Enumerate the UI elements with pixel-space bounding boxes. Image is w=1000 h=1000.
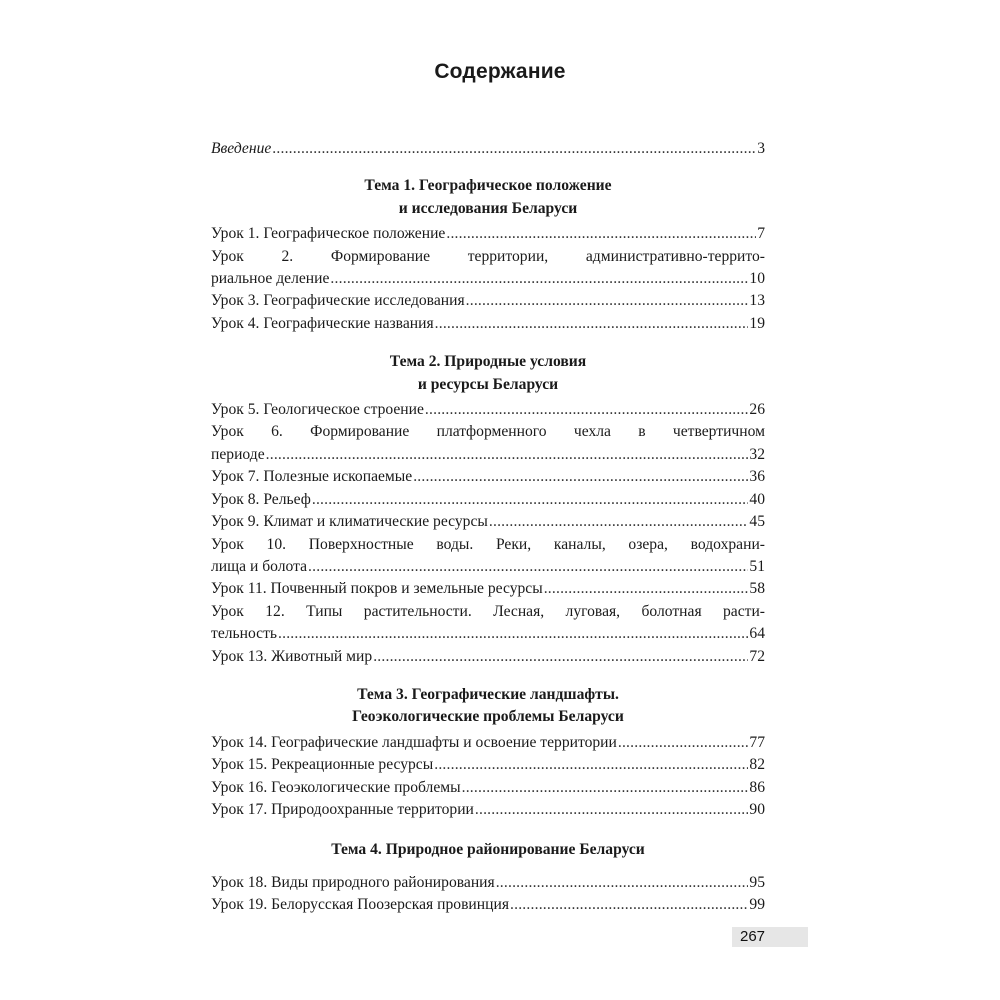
toc-entry-lesson-13[interactable] <box>211 646 765 668</box>
toc-entry-page: 58 <box>749 580 765 598</box>
toc-entry-label-line-1: Урок 2. Формирование территории, административно-террито- <box>211 247 765 265</box>
section-heading-line: Геоэкологические проблемы Беларуси <box>352 708 624 726</box>
toc-entry-page: 64 <box>749 625 765 643</box>
toc-entry-page: 40 <box>749 490 765 508</box>
toc-entry-page: 72 <box>749 647 765 665</box>
toc-entry-lesson-4[interactable] <box>211 313 765 335</box>
toc-entry-label-line-1: Урок 12. Типы растительности. Лесная, луговая, болотная расти- <box>211 602 765 620</box>
toc-entry-page: 10 <box>749 270 765 288</box>
toc-entry-page: 45 <box>749 513 765 531</box>
toc-entry-lesson-2[interactable] <box>211 246 765 291</box>
dot-leader <box>489 511 749 533</box>
section-heading-3 <box>211 684 765 729</box>
toc-entry-label: Урок 13. Животный мир <box>211 647 373 665</box>
dot-leader <box>434 754 748 776</box>
toc-entry-lesson-12[interactable] <box>211 601 765 646</box>
toc-entry-lesson-6[interactable] <box>211 421 765 466</box>
toc-entry-intro[interactable] <box>211 138 765 160</box>
toc-entry-page: 26 <box>749 401 765 419</box>
toc-entry-lesson-15[interactable] <box>211 754 765 776</box>
toc-entry-page: 19 <box>749 314 765 332</box>
table-of-contents <box>211 138 765 917</box>
section-heading-line: Тема 1. Географическое положение <box>364 177 612 195</box>
section-heading-line: и исследования Беларуси <box>398 199 578 217</box>
dot-leader <box>330 268 748 290</box>
toc-entry-lesson-14[interactable] <box>211 732 765 754</box>
page-number-box <box>732 927 808 947</box>
section-heading-4 <box>211 839 765 861</box>
toc-entry-label: Урок 16. Геоэкологические проблемы <box>211 778 461 796</box>
toc-entry-page: 99 <box>749 896 765 914</box>
section-heading-1 <box>211 175 765 220</box>
toc-entry-lesson-11[interactable] <box>211 578 765 600</box>
toc-entry-lesson-3[interactable] <box>211 290 765 312</box>
dot-leader <box>413 466 748 488</box>
toc-entry-label: тельность <box>211 625 278 643</box>
toc-entry-page: 13 <box>749 292 765 310</box>
dot-leader <box>475 799 749 821</box>
toc-entry-label-line-1: Урок 10. Поверхностные воды. Реки, каналы, озера, водохрани- <box>211 535 765 553</box>
dot-leader <box>466 290 749 312</box>
dot-leader <box>308 556 748 578</box>
dot-leader <box>544 578 749 600</box>
toc-entry-label: Урок 3. Географические исследования <box>211 292 465 310</box>
toc-entry-page: 77 <box>749 733 765 751</box>
toc-entry-lesson-19[interactable] <box>211 894 765 916</box>
section-heading-2 <box>211 351 765 396</box>
toc-entry-lesson-16[interactable] <box>211 777 765 799</box>
toc-entry-label: Урок 14. Географические ландшафты и освоение территории <box>211 733 617 751</box>
dot-leader <box>446 223 756 245</box>
toc-entry-page: 3 <box>757 140 765 157</box>
section-heading-line: и ресурсы Беларуси <box>417 375 559 393</box>
dot-leader <box>435 313 749 335</box>
toc-entry-lesson-5[interactable] <box>211 399 765 421</box>
dot-leader <box>496 872 749 894</box>
toc-entry-page: 86 <box>749 778 765 796</box>
section-heading-line: Тема 4. Природное районирование Беларуси <box>331 841 645 859</box>
toc-entry-label: Урок 1. Географическое положение <box>211 225 446 243</box>
toc-entry-page: 95 <box>749 873 765 891</box>
toc-entry-lesson-9[interactable] <box>211 511 765 533</box>
dot-leader <box>373 646 748 668</box>
toc-entry-label: Урок 15. Рекреационные ресурсы <box>211 756 434 774</box>
toc-entry-lesson-8[interactable] <box>211 489 765 511</box>
toc-entry-label: Урок 19. Белорусская Поозерская провинция <box>211 896 509 914</box>
toc-entry-label: Урок 8. Рельеф <box>211 490 311 508</box>
toc-entry-page: 51 <box>749 557 765 575</box>
toc-entry-label: Урок 5. Геологическое строение <box>211 401 424 419</box>
dot-leader <box>425 399 749 421</box>
toc-entry-label: Урок 4. Географические названия <box>211 314 434 332</box>
toc-entry-label: риальное деление <box>211 270 330 288</box>
toc-entry-page: 36 <box>749 468 765 486</box>
page-number: 267 <box>740 928 766 945</box>
toc-entry-label: лища и болота <box>211 557 308 575</box>
toc-entry-lesson-1[interactable] <box>211 223 765 245</box>
toc-entry-label: Урок 18. Виды природного районирования <box>211 873 495 891</box>
toc-entry-label: Урок 11. Почвенный покров и земельные ресурсы <box>211 580 543 598</box>
page-title: Содержание <box>434 60 566 83</box>
toc-entry-lesson-17[interactable] <box>211 799 765 821</box>
dot-leader <box>266 444 749 466</box>
section-heading-line: Тема 2. Природные условия <box>389 353 587 371</box>
toc-entry-label: периоде <box>211 445 265 463</box>
toc-entry-label-line-1: Урок 6. Формирование платформенного чехла в четвертичном <box>211 423 765 441</box>
section-heading-line: Тема 3. Географические ландшафты. <box>357 685 619 703</box>
toc-entry-lesson-10[interactable] <box>211 534 765 579</box>
dot-leader <box>510 894 748 916</box>
toc-entry-page: 82 <box>749 756 765 774</box>
toc-entry-page: 32 <box>749 445 765 463</box>
dot-leader <box>618 732 749 754</box>
dot-leader <box>462 777 749 799</box>
toc-entry-label: Урок 7. Полезные ископаемые <box>211 468 413 486</box>
dot-leader <box>278 623 748 645</box>
toc-entry-page: 7 <box>757 225 765 243</box>
dot-leader <box>272 138 756 160</box>
toc-entry-lesson-18[interactable] <box>211 872 765 894</box>
toc-entry-label: Урок 17. Природоохранные территории <box>211 800 474 818</box>
dot-leader <box>312 489 749 511</box>
toc-entry-label: Урок 9. Климат и климатические ресурсы <box>211 513 488 531</box>
toc-entry-label: Введение <box>211 140 272 157</box>
toc-entry-page: 90 <box>749 800 765 818</box>
toc-entry-lesson-7[interactable] <box>211 466 765 488</box>
